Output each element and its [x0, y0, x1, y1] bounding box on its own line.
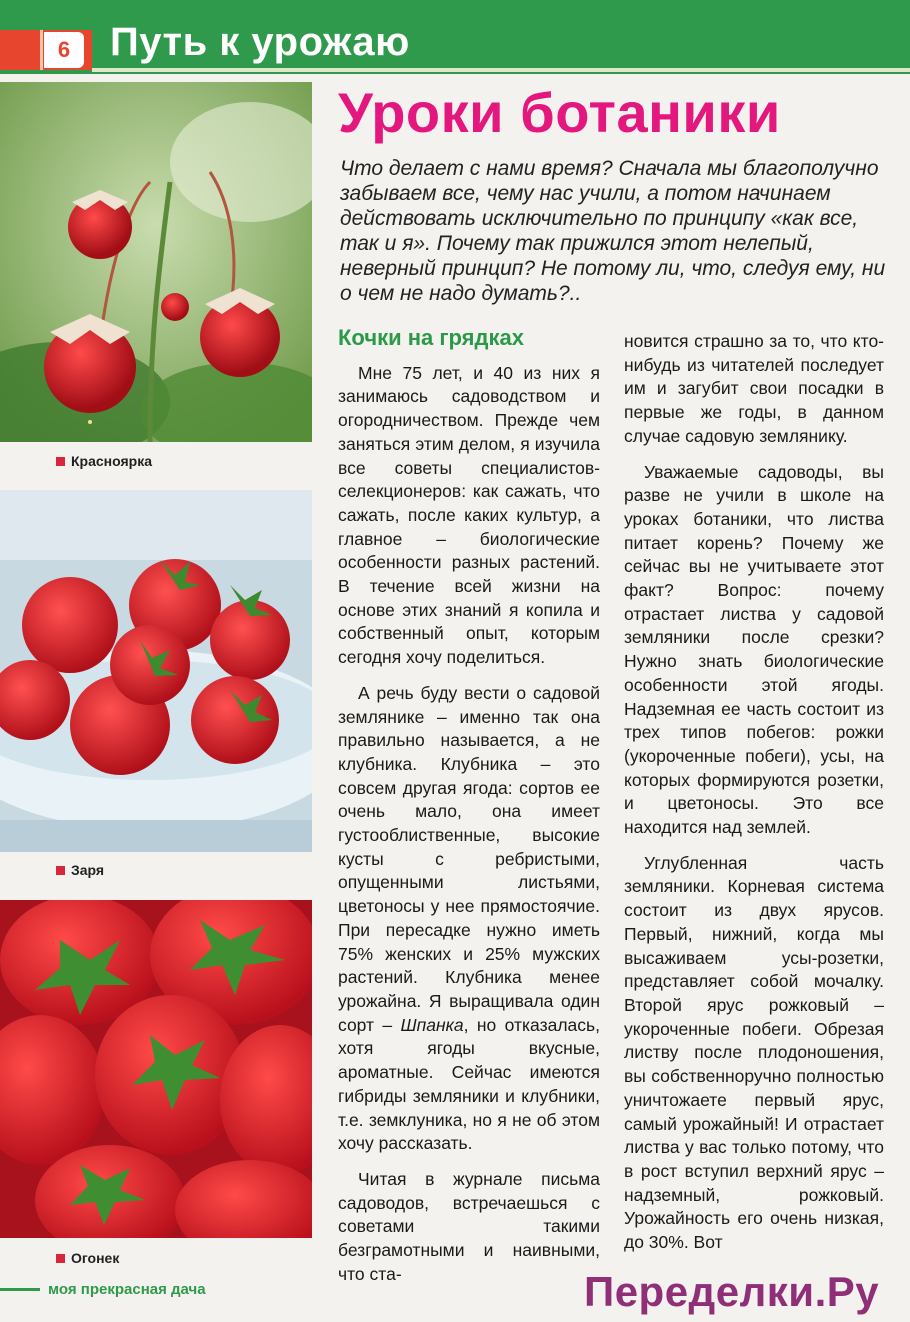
- variety-name: Шпанка: [400, 1014, 464, 1035]
- paragraph: Уважаемые садоводы, вы разве не учили в школе на уроках ботаники, что листва питает корень? Почему же сейчас вы не учитываете этот факт? Вопрос: почему отрастает листва у садовой земляники после срезки? Нужно знать биологические особенности этой ягоды. Надземная ее часть состоит из трех типов побегов: рожки (укороченные побеги), усы, на которых формируются розетки, и цветоносы. Это все находится над землей.: [624, 461, 884, 838]
- photo-zarya: [0, 490, 312, 852]
- footer-line: [0, 1288, 40, 1291]
- paragraph-text: , но отказалась, хотя ягоды вкусные, ароматные. Сейчас имеются гибриды земляники и клубники, т.е. земклуника, но я не об этом хочу рассказать.: [338, 1014, 601, 1154]
- caption-text: Красноярка: [71, 453, 153, 469]
- subheading: Кочки на грядках: [338, 325, 524, 350]
- watermark: Переделки.Ру: [584, 1268, 880, 1315]
- text-column-1: [338, 326, 600, 1298]
- page-number: 6: [44, 32, 84, 68]
- caption-krasnoyarka: [56, 453, 152, 469]
- paragraph: Углубленная часть земляники. Корневая система состоит из двух ярусов. Первый, нижний, когда мы высаживаем усы-розетки, представляет собой мочалку. Второй ярус рожковый – укороченные побеги. Обрезая листву после плодоношения, вы собственноручно полностью уничтожаете первый ярус, самый урожайный! И отрастает листва у вас только потому, что в рост вступил верхний ярус – надземный, рожковый. Урожайность его очень низкая, до 30%. Вот: [624, 852, 884, 1253]
- caption-text: Огонек: [71, 1250, 120, 1266]
- paragraph: Читая в журнале письма садоводов, встречаешься с советами такими безграмотными и наивными, что ста-: [338, 1168, 600, 1284]
- caption-ogonek: [56, 1250, 119, 1266]
- caption-zarya: [56, 862, 104, 878]
- header-stripe: [92, 68, 910, 72]
- paragraph: новится страшно за то, что кто-нибудь из читателей последует им и загубит свои посадки в первые же годы, в данном случае садовую землянику.: [624, 331, 884, 446]
- caption-text: Заря: [71, 862, 105, 878]
- photo-krasnoyarka: [0, 82, 312, 442]
- photo-ogonek: [0, 900, 312, 1238]
- magazine-name: моя прекрасная дача: [48, 1281, 206, 1298]
- section-title: Путь к урожаю: [110, 20, 410, 64]
- paragraph: Мне 75 лет, и 40 из них я занимаюсь садоводством и огородничеством. Прежде чем заняться этим делом, я изучила все советы специалистов-селекционеров: как сажать, что сажать, после каких культур, а главное – биологические особенности разных растений. В течение всей жизни на основе этих знаний я копила и собственный опыт, которым сегодня хочу поделиться.: [338, 362, 600, 668]
- article-title: Уроки ботаники: [338, 81, 781, 144]
- article-lead: Что делает с нами время? Сначала мы благополучно забываем все, чему нас учили, а потом начинаем действовать исключительно по принципу «как все, так и я». Почему так прижился этот нелепый, неверный принцип? Не потому ли, что, следуя ему, ни о чем не надо думать?..: [340, 157, 886, 305]
- page-footer: [0, 1268, 910, 1322]
- paragraph-text: А речь буду вести о садовой землянике – именно так она правильно называется, а не клубника. Клубника – это совсем другая ягода: сортов ее очень мало, она имеет густооблиственные, высокие кусты с ребристыми, опущенными листьями, цветоносы у нее прямостоячие. При пересадке нужно иметь 75% женских и 25% мужских растений. Клубника менее урожайна. Я выращивала один сорт –: [338, 682, 600, 1035]
- text-column-2: [624, 330, 884, 1267]
- page-header: [0, 0, 910, 74]
- paragraph: [338, 682, 600, 1156]
